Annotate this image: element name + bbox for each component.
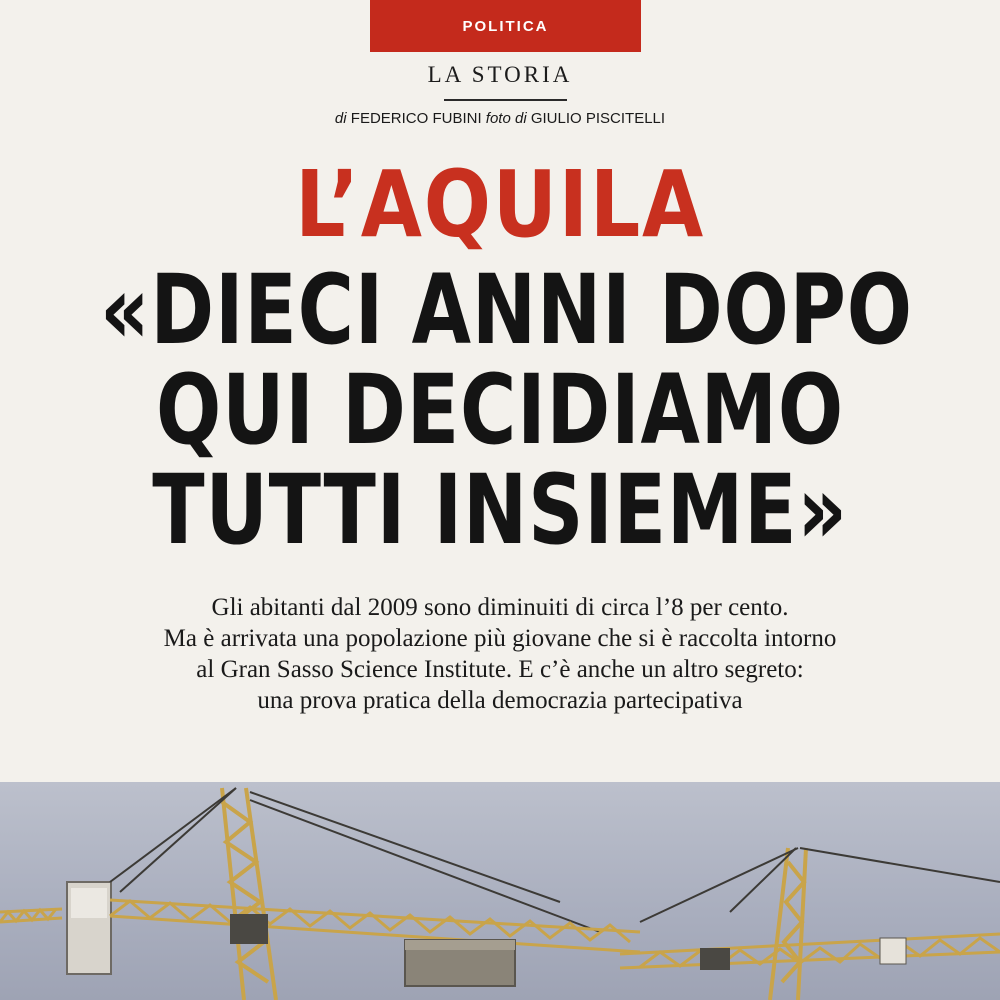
headline-quote xyxy=(100,254,913,566)
crane-counterweight xyxy=(405,940,515,986)
byline xyxy=(0,110,1000,127)
standfirst xyxy=(60,592,940,716)
section-tab xyxy=(370,0,641,52)
byline-prefix-author: di xyxy=(334,110,347,127)
byline-author: FEDERICO FUBINI xyxy=(350,110,482,127)
headline-line-2: «DIECI ANNI DOPO xyxy=(100,254,913,366)
byline-photographer: GIULIO PISCITELLI xyxy=(530,110,666,127)
headline-city: L’AQUILA xyxy=(295,151,705,258)
standfirst-line-1: Gli abitanti dal 2009 sono diminuiti di circa l’8 per cento. xyxy=(211,594,789,621)
crane-main xyxy=(67,788,640,1000)
standfirst-line-3: al Gran Sasso Science Institute. E c’è anche un altro segreto: xyxy=(196,656,804,683)
section-label: POLITICA xyxy=(462,17,549,35)
kicker-label: LA STORIA xyxy=(427,62,573,87)
headline-line-3: QUI DECIDIAMO xyxy=(156,354,844,466)
crane-right xyxy=(620,848,1000,1000)
standfirst-line-4: una prova pratica della democrazia partecipativa xyxy=(257,687,743,714)
byline-prefix-photo: foto di xyxy=(485,110,527,127)
cranes-illustration xyxy=(0,782,1000,1000)
kicker-divider xyxy=(444,99,567,101)
headline-line-4: TUTTI INSIEME» xyxy=(152,454,848,566)
standfirst-line-2: Ma è arrivata una popolazione più giovane che si è raccolta intorno xyxy=(163,625,837,652)
crane-left-jib xyxy=(0,909,62,922)
cranes-photo xyxy=(0,782,1000,1000)
